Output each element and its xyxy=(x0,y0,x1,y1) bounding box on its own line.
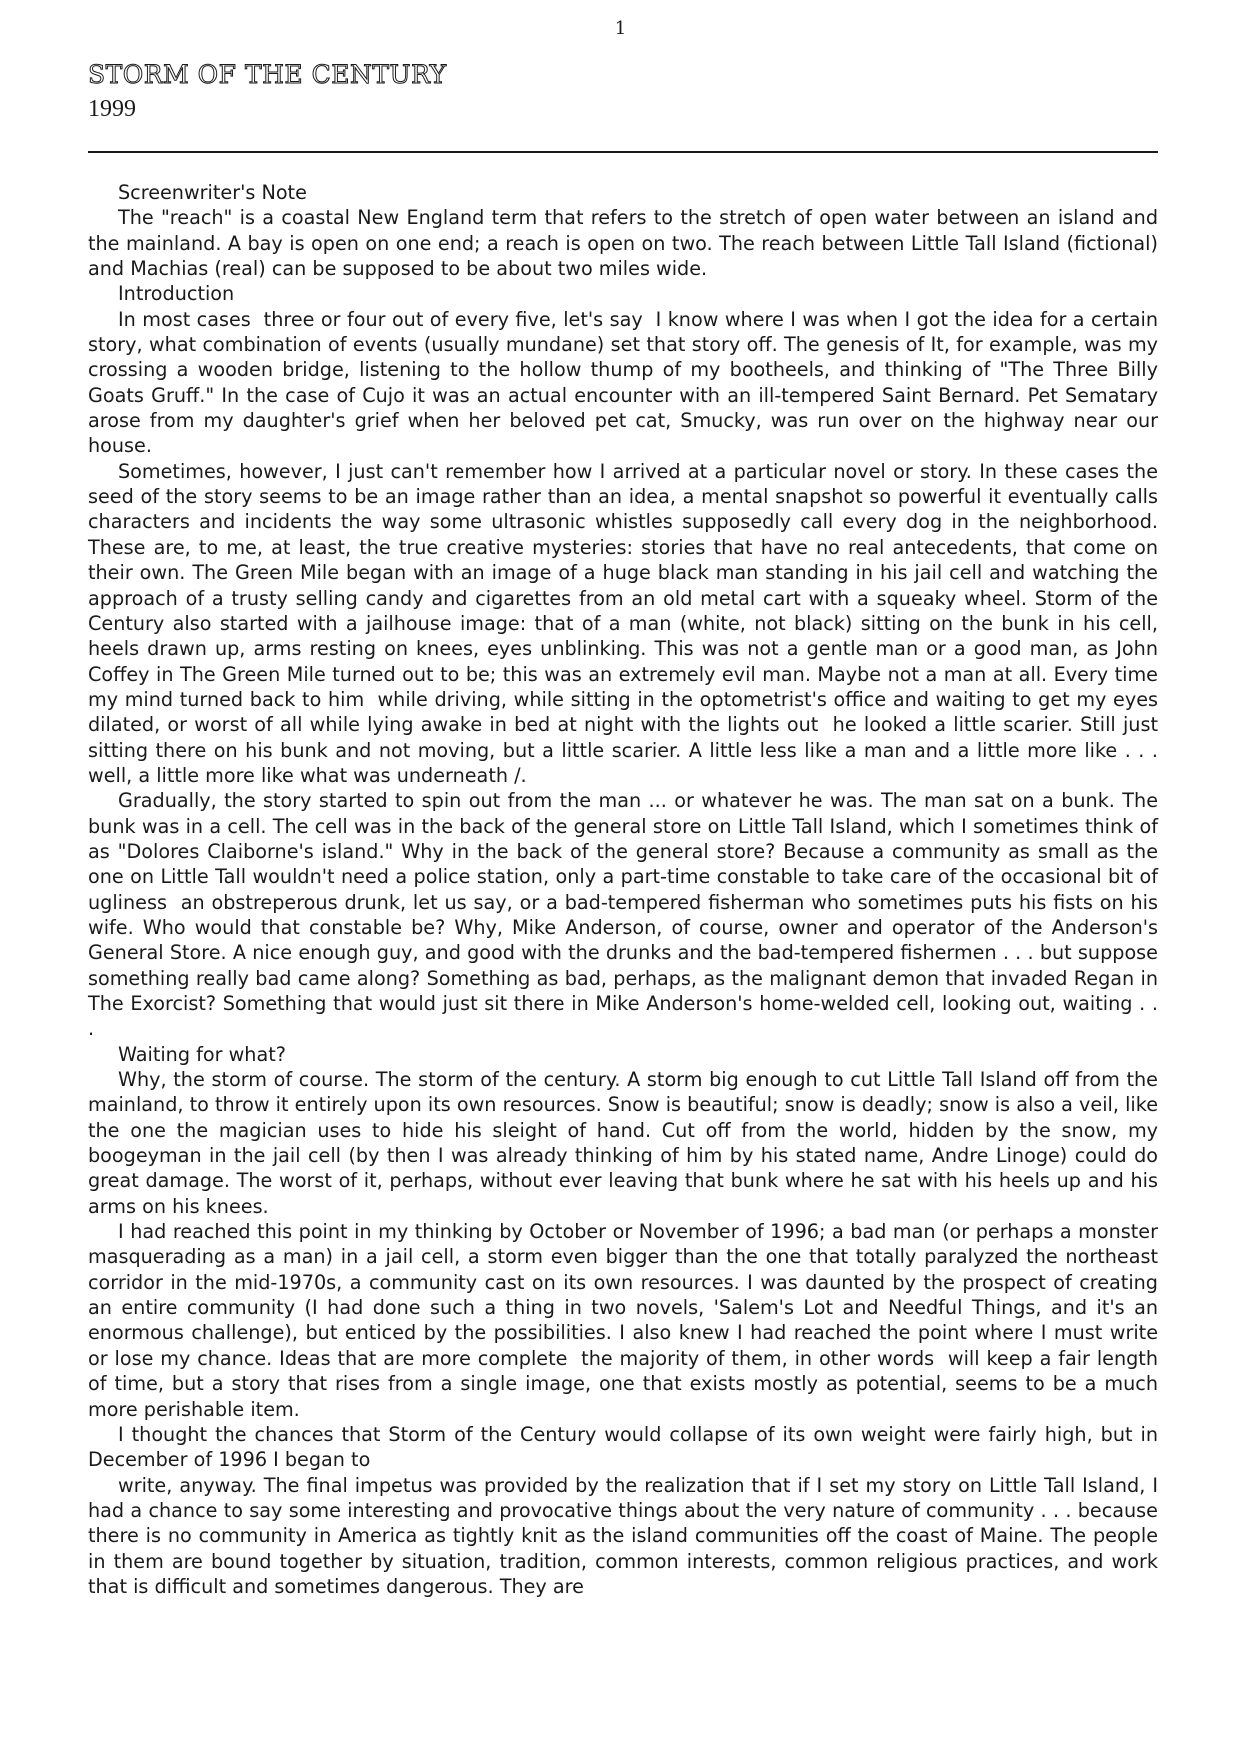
paragraph-screenwriters-note-heading: Screenwriter's Note xyxy=(118,181,307,204)
paragraph: Why, the storm of course. The storm of the century. A storm big enough to cut Little Tall Island off from the mainland, to throw it entirely upon its own resources. Snow is beautiful; snow is deadly; snow is also a veil, like the one the magician uses to hide his sleight of hand. Cut off from the world, hidden by the snow, my boogeyman in the jail cell (by then I was already thinking of him by his stated name, Andre Linoge) could do great damage. The worst of it, perhaps, without ever leaving that bunk where he sat with his heels up and his arms on his knees. xyxy=(88,1068,1165,1218)
document-year: 1999 xyxy=(88,96,136,122)
paragraph: I had reached this point in my thinking by October or November of 1996; a bad man (or perhaps a monster masquerading as a man) in a jail cell, a storm even bigger than the one that totally paralyzed the northeast corridor in the mid-1970s, a community cast on its own resources. I was daunted by the prospect of creating an entire community (I had done such a thing in two novels, 'Salem's Lot and Needful Things, and it's an enormous challenge), but enticed by the possibilities. I also knew I had reached the point where I must write or lose my chance. Ideas that are more complete the majority of them, in other words will keep a fair length of time, but a story that rises from a single image, one that exists mostly as potential, seems to be a much more perishable item. xyxy=(88,1220,1165,1421)
paragraph: The "reach" is a coastal New England term that refers to the stretch of open water between an island and the mainland. A bay is open on one end; a reach is open on two. The reach between Little Tall Island (fictional) and Machias (real) can be supposed to be about two miles wide. xyxy=(88,206,1165,281)
paragraph: In most cases three or four out of every five, let's say I know where I was when I got the idea for a certain story, what combination of events (usually mundane) set that story off. The genesis of It, for example, was my crossing a wooden bridge, listening to the hollow thump of my bootheels, and thinking of "The Three Billy Goats Gruff." In the case of Cujo it was an actual encounter with an ill-tempered Saint Bernard. Pet Sematary arose from my daughter's grief when her beloved pet cat, Smucky, was run over on the highway near our house. xyxy=(88,307,1165,458)
paragraph: Gradually, the story started to spin out from the man ... or whatever he was. The man sat on a bunk. The bunk was in a cell. The cell was in the back of the general store on Little Tall Island, which I sometimes think of as "Dolores Claiborne's island." Why in the back of the general store? Because a community as small as the one on Little Tall wouldn't need a police station, only a part-time constable to take care of the occasional bit of ugliness an obstreperous drunk, let us say, or a bad-tempered fisherman who sometimes puts his fists on his wife. Who would that constable be? Why, Mike Anderson, of course, owner and operator of the Anderson's General Store. A nice enough guy, and good with the drunks and the bad-tempered fishermen . . . but suppose something really bad came along? Something as bad, perhaps, as the malignant demon that invaded Regan in The Exorcist? Something that would just sit there in Mike Anderson's home-welded cell, looking out, waiting . . . xyxy=(88,789,1165,1041)
document-title: STORM OF THE CENTURY xyxy=(88,60,447,89)
paragraph: write, anyway. The final impetus was provided by the realization that if I set my story on Little Tall Island, I had a chance to say some interesting and provocative things about the very nature of community . . . because there is no community in America as tightly knit as the island communities off the coast of Maine. The people in them are bound together by situation, tradition, common interests, common religious practices, and work that is difficult and sometimes dangerous. They are xyxy=(88,1473,1165,1598)
header-divider xyxy=(88,151,1158,153)
page-number: 1 xyxy=(614,18,627,39)
paragraph: I thought the chances that Storm of the Century would collapse of its own weight were fairly high, but in December of 1996 I began to xyxy=(88,1422,1165,1472)
document-body xyxy=(88,180,1165,1599)
paragraph: Waiting for what? xyxy=(118,1042,286,1066)
paragraph: Sometimes, however, I just can't remember how I arrived at a particular novel or story. In these cases the seed of the story seems to be an image rather than an idea, a mental snapshot so powerful it eventually calls characters and incidents the way some ultrasonic whistles supposedly call every dog in the neighborhood. These are, to me, at least, the true creative mysteries: stories that have no real antecedents, that come on their own. The Green Mile began with an image of a huge black man standing in his jail cell and watching the approach of a trusty selling candy and cigarettes from an old metal cart with a squeaky wheel. Storm of the Century also started with a jailhouse image: that of a man (white, not black) sitting on the bunk in his cell, heels drawn up, arms resting on knees, eyes unblinking. This was not a gentle man or a good man, as John Coffey in The Green Mile turned out to be; this was an extremely evil man. Maybe not a man at all. Every time my mind turned back to him while driving, while sitting in the optometrist's office and waiting to get my eyes dilated, or worst of all while lying awake in bed at night with the lights out he looked a little scarier. Still just sitting there on his bunk and not moving, but a little scarier. A little less like a man and a little more like . . . well, a little more like what was underneath /. xyxy=(88,459,1165,787)
paragraph-introduction-heading: Introduction xyxy=(118,282,235,306)
